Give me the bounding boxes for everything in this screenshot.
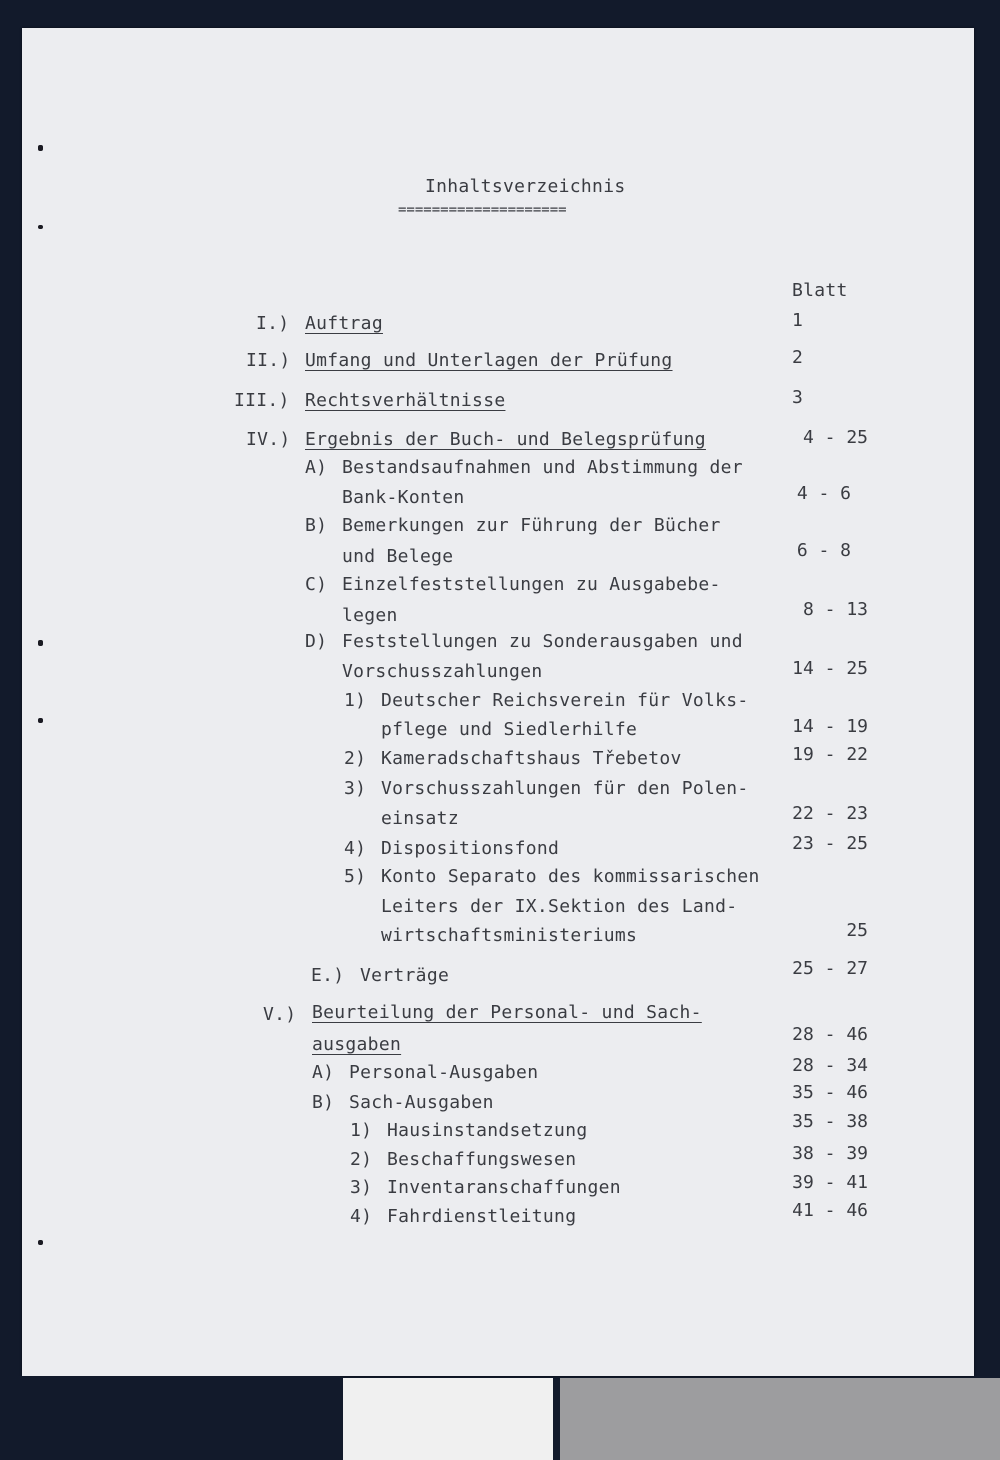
toc-heading: Ergebnis der Buch- und Belegsprüfung xyxy=(305,429,706,450)
punch-hole xyxy=(38,145,43,151)
toc-pages: 4 - 25 xyxy=(802,427,868,448)
toc-entry: Fahrdienstleitung xyxy=(387,1206,577,1227)
toc-number: 4) xyxy=(350,1206,373,1227)
toc-entry: Konto Separato des kommissarischen xyxy=(381,866,760,887)
toc-number: D) xyxy=(305,631,328,652)
toc-pages: 6 - 8 xyxy=(796,540,851,561)
toc-pages: 23 - 25 xyxy=(792,833,868,854)
toc-pages: 35 - 46 xyxy=(792,1082,868,1103)
toc-pages: 4 - 6 xyxy=(796,483,851,504)
toc-heading-cont: ausgaben xyxy=(312,1034,402,1055)
punch-hole xyxy=(38,225,43,229)
toc-entry-cont: Vorschusszahlungen xyxy=(342,661,543,682)
page-column-header: Blatt xyxy=(792,280,848,301)
toc-number: I.) xyxy=(256,313,290,334)
toc-entry: Hausinstandsetzung xyxy=(387,1120,588,1141)
toc-pages: 14 - 19 xyxy=(792,716,868,737)
toc-entry: Sach-Ausgaben xyxy=(349,1092,494,1113)
toc-number: 2) xyxy=(344,748,367,769)
toc-entry: Einzelfeststellungen zu Ausgabebe- xyxy=(342,574,721,595)
toc-entry: Personal-Ausgaben xyxy=(349,1062,539,1083)
toc-heading: Beurteilung der Personal- und Sach- xyxy=(312,1002,702,1023)
toc-pages: 35 - 38 xyxy=(792,1111,868,1132)
toc-pages: 8 - 13 xyxy=(802,599,868,620)
toc-number: A) xyxy=(305,457,328,478)
document-title: Inhaltsverzeichnis xyxy=(425,176,626,197)
toc-entry: Bemerkungen zur Führung der Bücher xyxy=(342,515,721,536)
toc-number: C) xyxy=(305,574,328,595)
toc-number: V.) xyxy=(263,1004,297,1025)
toc-entry: Vorschusszahlungen für den Polen- xyxy=(381,778,749,799)
toc-number: 2) xyxy=(350,1149,373,1170)
toc-number: 1) xyxy=(350,1120,373,1141)
toc-number: B) xyxy=(305,515,328,536)
toc-pages: 39 - 41 xyxy=(792,1172,868,1193)
toc-entry-cont: legen xyxy=(342,605,398,626)
toc-number: 3) xyxy=(350,1177,373,1198)
toc-heading: Auftrag xyxy=(305,313,383,334)
toc-entry: Deutscher Reichsverein für Volks- xyxy=(381,690,749,711)
toc-entry: Dispositionsfond xyxy=(381,838,560,859)
toc-pages: 19 - 22 xyxy=(792,744,868,765)
toc-number: B) xyxy=(312,1092,335,1113)
toc-pages: 28 - 46 xyxy=(792,1024,868,1045)
calibration-patch-white xyxy=(343,1378,553,1460)
toc-pages: 25 - 27 xyxy=(792,958,868,979)
toc-entry-cont: einsatz xyxy=(381,808,459,829)
toc-entry-cont: Bank-Konten xyxy=(342,487,465,508)
title-double-rule: ==================== xyxy=(398,202,567,218)
toc-entry: Inventaranschaffungen xyxy=(387,1177,621,1198)
toc-number: II.) xyxy=(246,350,291,371)
toc-number: III.) xyxy=(234,390,290,411)
toc-number: E.) xyxy=(311,965,345,986)
toc-entry: Verträge xyxy=(360,965,450,986)
toc-heading: Rechtsverhältnisse xyxy=(305,390,506,411)
toc-number: 5) xyxy=(344,866,367,887)
toc-entry-cont: pflege und Siedlerhilfe xyxy=(381,719,638,740)
toc-number: 3) xyxy=(344,778,367,799)
toc-entry-cont: Leiters der IX.Sektion des Land- xyxy=(381,896,738,917)
toc-entry-cont: wirtschaftsministeriums xyxy=(381,925,638,946)
calibration-patch-gray xyxy=(560,1378,1000,1460)
toc-number: 1) xyxy=(344,690,367,711)
scan-border xyxy=(0,1376,340,1460)
punch-hole xyxy=(38,1240,43,1245)
toc-entry-cont: und Belege xyxy=(342,546,454,567)
toc-number: 4) xyxy=(344,838,367,859)
punch-hole xyxy=(38,640,43,646)
toc-pages: 14 - 25 xyxy=(792,658,868,679)
punch-hole xyxy=(38,718,43,723)
toc-pages: 41 - 46 xyxy=(792,1200,868,1221)
toc-number: IV.) xyxy=(246,429,291,450)
toc-entry: Feststellungen zu Sonderausgaben und xyxy=(342,631,743,652)
toc-entry: Kameradschaftshaus Třebetov xyxy=(381,748,682,769)
toc-pages: 25 xyxy=(846,920,868,941)
toc-heading: Umfang und Unterlagen der Prüfung xyxy=(305,350,673,371)
toc-pages: 38 - 39 xyxy=(792,1143,868,1164)
toc-number: A) xyxy=(312,1062,335,1083)
toc-entry: Beschaffungswesen xyxy=(387,1149,577,1170)
toc-pages: 28 - 34 xyxy=(792,1055,868,1076)
toc-pages: 22 - 23 xyxy=(792,803,868,824)
toc-entry: Bestandsaufnahmen und Abstimmung der xyxy=(342,457,743,478)
